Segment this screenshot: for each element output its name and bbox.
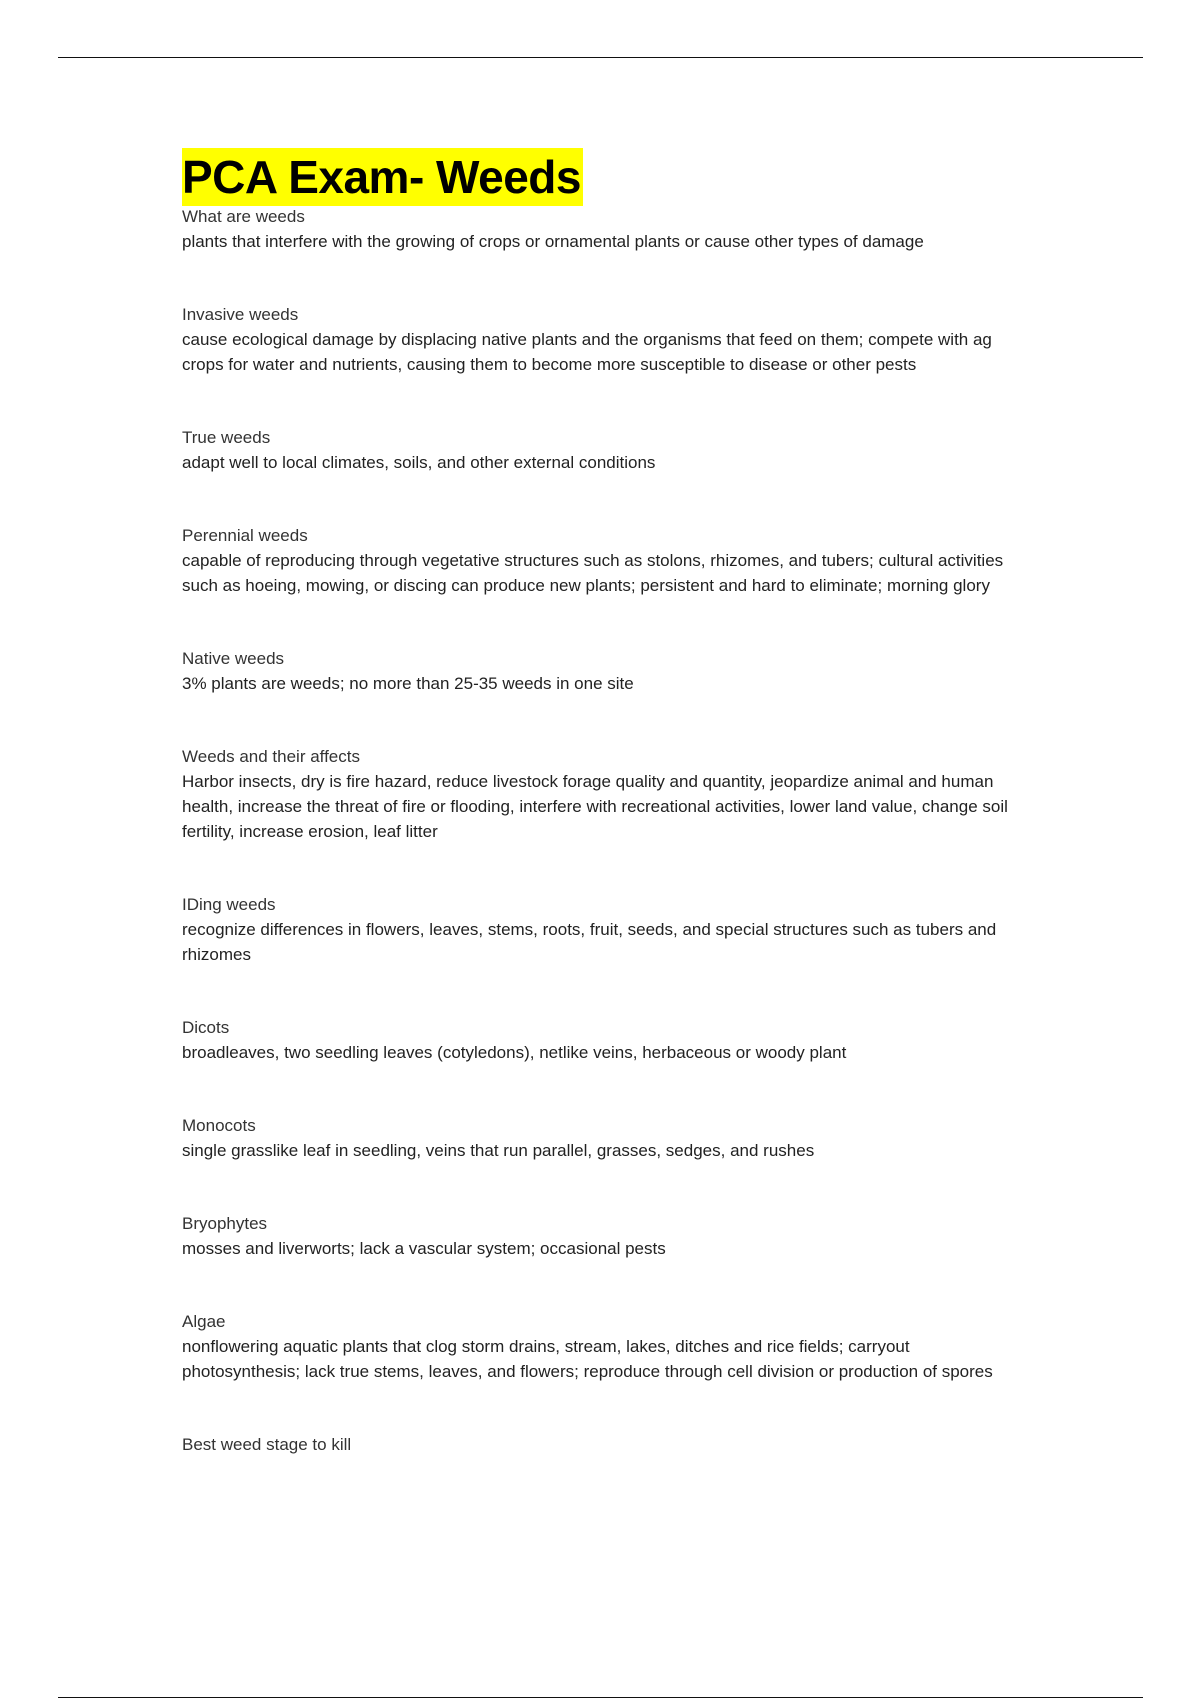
entry-definition: capable of reproducing through vegetative structures such as stolons, rhizomes, and tubers; cultural activities such as hoeing, mowing, or discing can produce new plants; persistent and hard to eliminate; morning glory bbox=[182, 551, 1004, 595]
entry-term: Monocots bbox=[182, 1116, 256, 1135]
entry-definition: adapt well to local climates, soils, and other external conditions bbox=[182, 453, 656, 472]
entry-term: Native weeds bbox=[182, 649, 285, 668]
entry-dicots bbox=[182, 1015, 1022, 1065]
entry-term: Invasive weeds bbox=[182, 305, 299, 324]
entry-definition: recognize differences in flowers, leaves, stems, roots, fruit, seeds, and special structures such as tubers and rhizomes bbox=[182, 920, 997, 964]
entry-iding-weeds bbox=[182, 892, 1022, 967]
entry-weeds-and-their-affects bbox=[182, 744, 1022, 844]
entry-term: Dicots bbox=[182, 1018, 230, 1037]
entry-definition: nonflowering aquatic plants that clog storm drains, stream, lakes, ditches and rice fields; carryout photosynthesis; lack true stems, leaves, and flowers; reproduce through cell division or production of spores bbox=[182, 1337, 993, 1381]
entry-term: Algae bbox=[182, 1312, 226, 1331]
entry-bryophytes bbox=[182, 1211, 1022, 1261]
entry-definition: mosses and liverworts; lack a vascular system; occasional pests bbox=[182, 1239, 666, 1258]
entry-definition: broadleaves, two seedling leaves (cotyledons), netlike veins, herbaceous or woody plant bbox=[182, 1043, 847, 1062]
entry-perennial-weeds bbox=[182, 523, 1022, 598]
document-page bbox=[182, 148, 1022, 1457]
entry-term: Best weed stage to kill bbox=[182, 1435, 352, 1454]
bottom-rule bbox=[58, 1697, 1143, 1698]
entry-monocots bbox=[182, 1113, 1022, 1163]
entry-definition: 3% plants are weeds; no more than 25-35 weeds in one site bbox=[182, 674, 634, 693]
entry-best-weed-stage-to-kill bbox=[182, 1432, 1022, 1457]
document-title: PCA Exam- Weeds bbox=[182, 148, 583, 206]
entry-invasive-weeds bbox=[182, 302, 1022, 377]
entry-term: Perennial weeds bbox=[182, 526, 308, 545]
entry-native-weeds bbox=[182, 646, 1022, 696]
entry-what-are-weeds bbox=[182, 204, 1022, 254]
entry-algae bbox=[182, 1309, 1022, 1384]
entry-definition: cause ecological damage by displacing native plants and the organisms that feed on them; compete with ag crops for water and nutrients, causing them to become more susceptible to disease or other pests bbox=[182, 330, 992, 374]
entry-true-weeds bbox=[182, 425, 1022, 475]
entry-definition: single grasslike leaf in seedling, veins that run parallel, grasses, sedges, and rushes bbox=[182, 1141, 815, 1160]
top-rule bbox=[58, 57, 1143, 58]
entry-term: What are weeds bbox=[182, 207, 305, 226]
entry-term: Bryophytes bbox=[182, 1214, 268, 1233]
entry-term: Weeds and their affects bbox=[182, 747, 360, 766]
entry-definition: Harbor insects, dry is fire hazard, reduce livestock forage quality and quantity, jeopardize animal and human health, increase the threat of fire or flooding, interfere with recreational activities, lower land value, change soil fertility, increase erosion, leaf litter bbox=[182, 772, 1008, 841]
entry-definition: plants that interfere with the growing of crops or ornamental plants or cause other types of damage bbox=[182, 232, 924, 251]
entry-term: True weeds bbox=[182, 428, 271, 447]
entry-term: IDing weeds bbox=[182, 895, 276, 914]
